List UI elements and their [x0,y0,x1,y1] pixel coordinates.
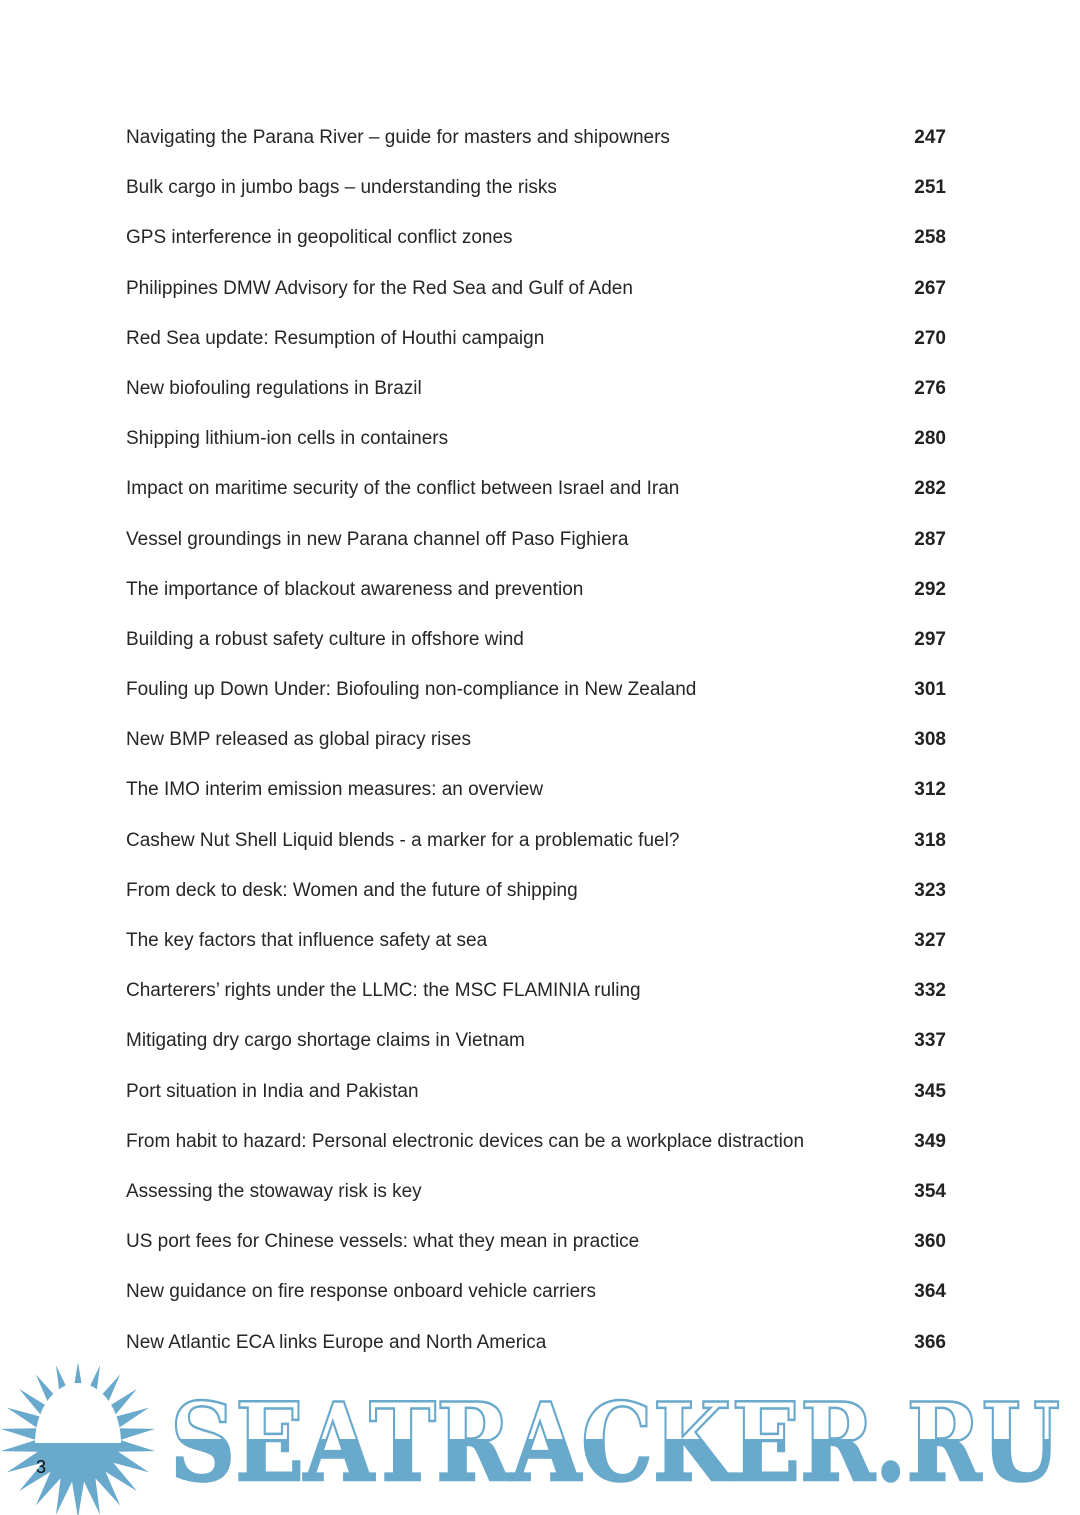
toc-entry-title: From habit to hazard: Personal electronic devices can be a workplace distraction [126,1130,805,1152]
toc-entry-page: 280 [914,428,946,450]
toc-entry-title: Vessel groundings in new Parana channel off Paso Fighiera [126,528,629,550]
toc-entry[interactable] [126,475,946,525]
toc-entry[interactable] [126,877,946,927]
sun-logo-icon [1,1362,155,1515]
seatracker-watermark [0,1355,1080,1515]
toc-entry[interactable] [126,325,946,375]
toc-entry-page: 292 [914,578,946,600]
toc-entry-page: 247 [914,127,946,148]
toc-entry[interactable] [126,224,946,274]
table-of-contents [126,124,946,1379]
toc-entry-title: The importance of blackout awareness and prevention [126,578,584,600]
toc-entry[interactable] [126,927,946,977]
toc-entry-page: 364 [914,1281,946,1303]
toc-entry-page: 308 [914,729,946,751]
toc-entry-title: Fouling up Down Under: Biofouling non-compliance in New Zealand [126,679,697,701]
toc-entry-title: GPS interference in geopolitical conflict zones [126,227,513,249]
toc-entry-page: 287 [914,528,946,550]
toc-entry-title: New biofouling regulations in Brazil [126,377,422,399]
toc-entry-title: New BMP released as global piracy rises [126,729,471,751]
page-number: 3 [36,1457,47,1477]
toc-entry-page: 318 [914,829,946,851]
toc-entry-page: 366 [914,1331,946,1353]
toc-entry-title: New Atlantic ECA links Europe and North America [126,1331,547,1353]
toc-entry[interactable] [126,726,946,776]
toc-entry-title: The key factors that influence safety at sea [126,930,488,951]
toc-entry-title: Building a robust safety culture in offshore wind [126,628,524,650]
toc-entry-title: US port fees for Chinese vessels: what they mean in practice [126,1231,640,1253]
toc-entry-page: 312 [914,779,946,801]
toc-entry-title: From deck to desk: Women and the future of shipping [126,879,578,901]
toc-entry-title: Bulk cargo in jumbo bags – understanding the risks [126,177,557,199]
toc-entry-page: 301 [914,679,946,701]
toc-entry[interactable] [126,827,946,877]
toc-entry-page: 251 [914,177,946,199]
toc-entry-title: Cashew Nut Shell Liquid blends - a marker for a problematic fuel? [126,829,680,851]
toc-entry[interactable] [126,124,946,174]
toc-entry[interactable] [126,1027,946,1077]
toc-entry-title: Port situation in India and Pakistan [126,1080,419,1102]
watermark-text: SEATRACKER.RU [170,1380,1060,1506]
toc-entry[interactable] [126,1128,946,1178]
toc-entry[interactable] [126,375,946,425]
toc-entry[interactable] [126,1228,946,1278]
toc-entry-title: Impact on maritime security of the conflict between Israel and Iran [126,478,680,500]
toc-entry-title: Philippines DMW Advisory for the Red Sea and Gulf of Aden [126,277,633,299]
toc-entry[interactable] [126,526,946,576]
toc-entry[interactable] [126,576,946,626]
toc-entry-title: Navigating the Parana River – guide for masters and shipowners [126,127,670,148]
toc-entry[interactable] [126,1078,946,1128]
toc-entry-page: 332 [914,980,946,1002]
toc-entry-title: Red Sea update: Resumption of Houthi campaign [126,327,545,349]
toc-entry-page: 327 [914,930,946,951]
toc-entry-page: 297 [914,628,946,650]
toc-entry[interactable] [126,626,946,676]
toc-entry[interactable] [126,425,946,475]
toc-entry[interactable] [126,174,946,224]
toc-entry-page: 360 [914,1231,946,1253]
toc-entry-title: Assessing the stowaway risk is key [126,1180,422,1202]
toc-entry-title: Mitigating dry cargo shortage claims in Vietnam [126,1030,525,1052]
toc-entry-title: Shipping lithium-ion cells in containers [126,428,449,450]
toc-entry-page: 270 [914,327,946,349]
toc-entry-page: 258 [914,227,946,249]
toc-entry-page: 349 [914,1130,946,1152]
toc-entry[interactable] [126,1278,946,1328]
toc-entry[interactable] [126,676,946,726]
toc-entry-page: 345 [914,1080,946,1102]
toc-entry-page: 267 [914,277,946,299]
toc-entry[interactable] [126,1178,946,1228]
toc-entry-title: New guidance on fire response onboard vehicle carriers [126,1281,596,1303]
toc-entry[interactable] [126,776,946,826]
toc-entry-page: 323 [914,879,946,901]
toc-entry-page: 337 [914,1030,946,1052]
toc-entry[interactable] [126,275,946,325]
toc-entry-title: Charterers’ rights under the LLMC: the MSC FLAMINIA ruling [126,980,641,1002]
toc-entry-page: 276 [914,377,946,399]
toc-entry-page: 354 [914,1180,946,1202]
toc-entry-title: The IMO interim emission measures: an overview [126,779,544,801]
toc-entry[interactable] [126,977,946,1027]
toc-entry-page: 282 [914,478,946,500]
